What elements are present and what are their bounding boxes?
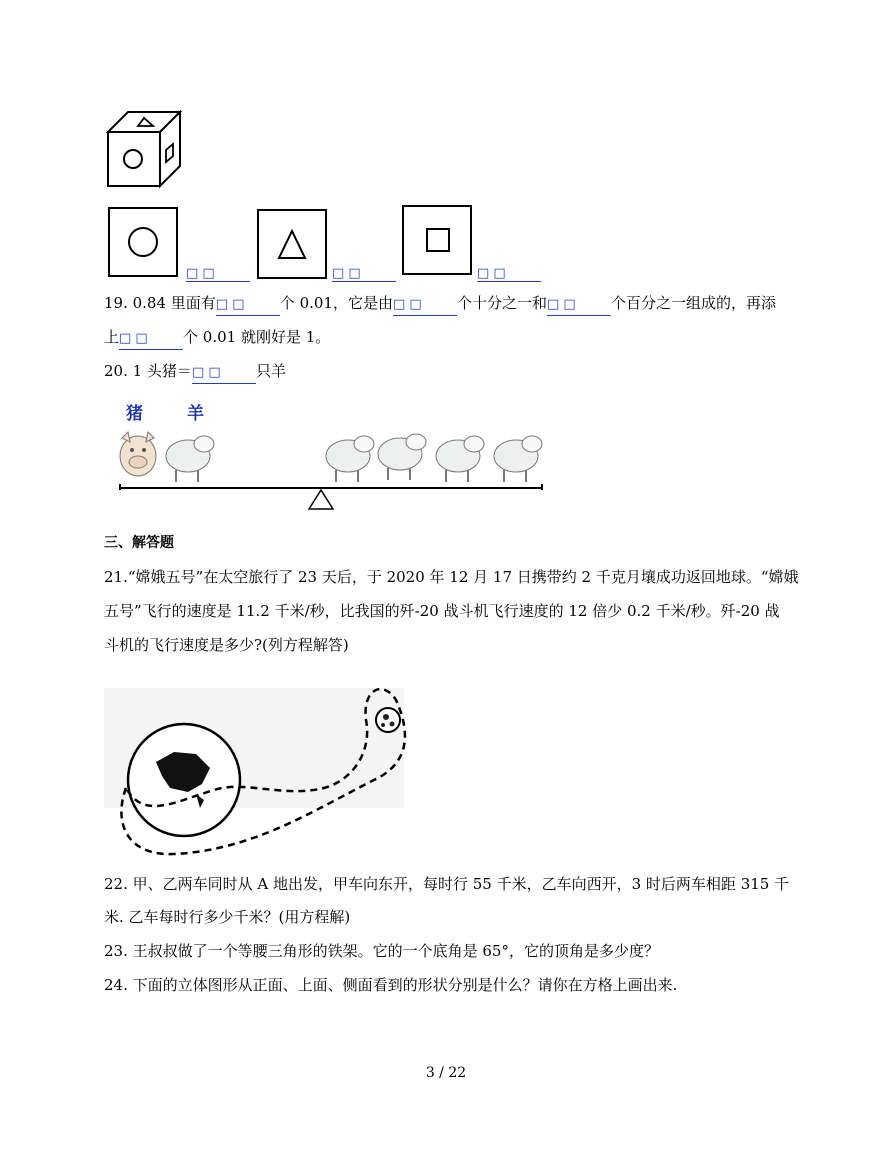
q19-text-e: 上 — [104, 328, 120, 346]
section-3-title: 三、解答题 — [104, 535, 174, 551]
sheep-icon — [436, 436, 484, 482]
question-19-line2 — [104, 327, 330, 350]
page-number: 3 / 22 — [425, 1065, 467, 1081]
pig-icon — [120, 432, 156, 476]
pig-label: 猪 — [126, 404, 143, 424]
cube-figure — [106, 110, 186, 190]
q19-text-d: 个百分之一组成的，再添 — [610, 294, 776, 312]
triangle-shape — [259, 211, 325, 277]
question-21-line1: 21.“嫦娥五号”在太空旅行了 23 天后，于 2020 年 12 月 17 日携带约 2 千克月壤成功返回地球。“嫦娥 — [104, 568, 799, 586]
view-circle-box — [108, 207, 178, 277]
answer-blank-side[interactable]: □ □ — [477, 266, 541, 282]
q19-blank-2[interactable]: □ □ — [393, 295, 457, 316]
question-19-line1 — [104, 293, 776, 316]
question-23: 23. 王叔叔做了一个等腰三角形的铁架。它的一个底角是 65°，它的顶角是多少度？ — [104, 942, 659, 960]
sheep-label: 羊 — [187, 404, 204, 424]
earth-moon-trajectory-figure — [104, 680, 434, 860]
q19-text-f: 个 0.01 就刚好是 1。 — [183, 328, 331, 346]
q19-text-b: 个 0.01，它是由 — [279, 294, 393, 312]
question-21-line3: 斗机的飞行速度是多少?(列方程解答) — [104, 636, 349, 654]
answer-blank-top[interactable]: □ □ — [332, 266, 396, 282]
view-triangle-box — [257, 209, 327, 279]
q20-blank[interactable]: □ □ — [192, 363, 256, 384]
sheep-icon — [494, 436, 542, 482]
question-20 — [104, 361, 286, 384]
view-square-box — [402, 205, 472, 275]
balance-scale-figure — [112, 428, 552, 512]
sheep-icon — [378, 434, 426, 480]
q19-blank-3[interactable]: □ □ — [547, 295, 611, 316]
square-shape — [426, 228, 450, 252]
sheep-icon — [166, 436, 214, 482]
q20-text-b: 只羊 — [255, 362, 286, 380]
question-22-line2: 米. 乙车每时行多少千米？(用方程解) — [104, 908, 351, 926]
answer-blank-front[interactable]: □ □ — [186, 266, 250, 282]
question-24: 24. 下面的立体图形从正面、上面、侧面看到的形状分别是什么？请你在方格上画出来. — [104, 976, 678, 994]
q19-blank-4[interactable]: □ □ — [119, 329, 183, 350]
circle-shape — [110, 209, 176, 275]
sheep-icon — [326, 436, 374, 482]
moon-icon — [376, 708, 400, 732]
q19-blank-1[interactable]: □ □ — [216, 295, 280, 316]
q19-text-a: 19. 0.84 里面有 — [104, 294, 216, 312]
question-22-line1: 22. 甲、乙两车同时从 A 地出发，甲车向东开，每时行 55 千米，乙车向西开，3 时后两车相距 315 千 — [104, 875, 790, 893]
question-21-line2: 五号”飞行的速度是 11.2 千米/秒，比我国的歼-20 战斗机飞行速度的 12 倍少 0.2 千米/秒。歼-20 战 — [104, 602, 780, 620]
q19-text-c: 个十分之一和 — [456, 294, 547, 312]
q20-text-a: 20. 1 头猪＝ — [104, 362, 192, 380]
